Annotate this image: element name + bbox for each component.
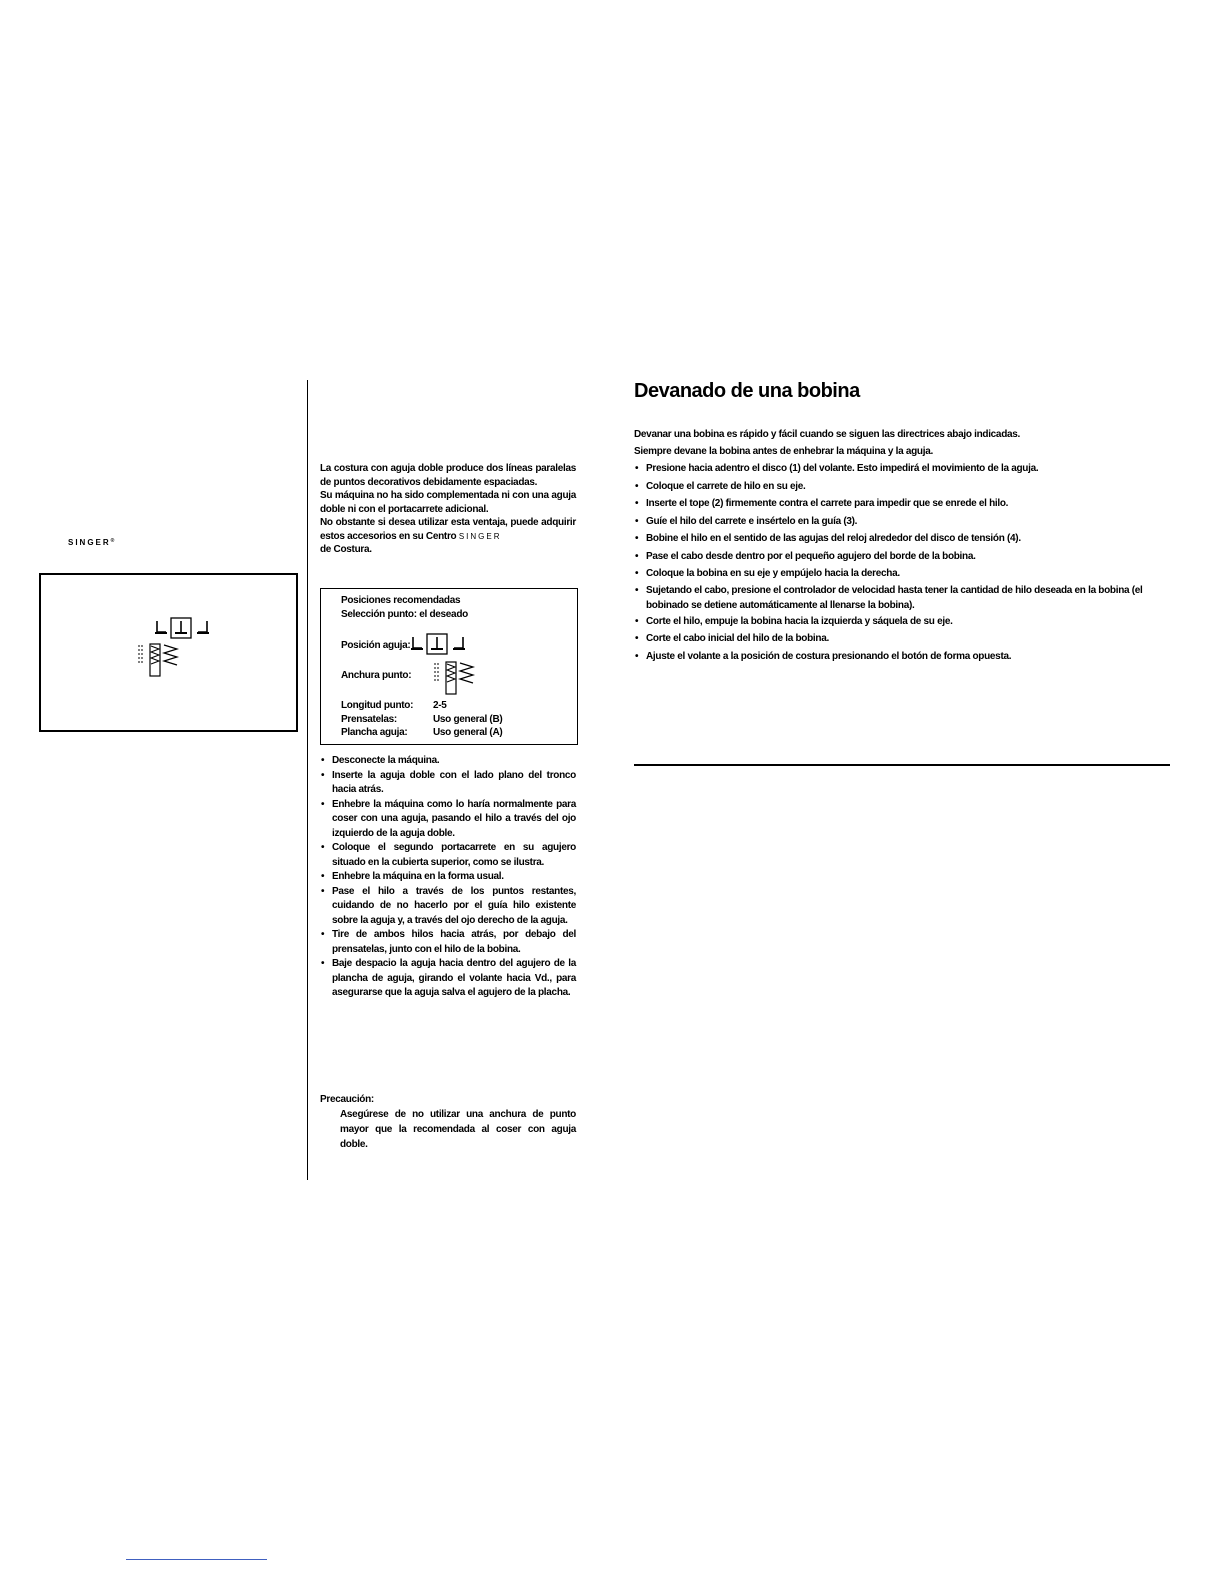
caution-text: Asegúrese de no utilizar una anchura de punto mayor que la recomendada al coser con aguja doble. [340,1108,576,1150]
needle-position-icon [407,633,469,655]
list-item: • Enhebre la máquina como lo haría normalmente para coser con una aguja, pasando el hilo a través del ojo izquierdo de la aguja doble. [320,798,576,842]
intro-paragraph: La costura con aguja doble produce dos líneas paralelas de puntos decorativos debidamente espaciadas. [320,463,576,488]
list-item: • Inserte la aguja doble con el lado plano del tronco hacia atrás. [320,769,576,798]
stitch-length-label: Longitud punto: [341,700,414,711]
list-item: • Baje despacio la aguja hacia dentro del agujero de la plancha de aguja, girando el volante hacia Vd., para asegurarse que la aguja salva el agujero de la placha. [320,957,576,1001]
stitch-width-icon [137,643,195,677]
needle-position-icon [151,617,213,639]
stitch-width-icon [433,661,491,695]
positions-title: Posiciones recomendadas [341,595,461,606]
intro-brand: SINGER [458,531,502,541]
list-item: • Coloque el carrete de hilo en su eje. [634,478,1174,496]
twin-needle-steps [320,754,576,1001]
footer-rule [126,1559,267,1560]
list-item: • Presione hacia adentro el disco (1) del volante. Esto impedirá el movimiento de la aguja. [634,460,1174,478]
caution-block [320,1093,576,1152]
bobbin-intro-line: Devanar una bobina es rápido y fácil cuando se siguen las directrices abajo indicadas. [634,429,1021,440]
column-divider [307,380,308,1180]
bobbin-intro [634,426,1174,460]
bobbin-steps [634,460,1174,665]
presser-foot-value: Uso general (B) [433,713,503,725]
list-item: • Coloque el segundo portacarrete en su agujero situado en la cubierta superior, como se ilustra. [320,841,576,870]
needle-plate-label: Plancha aguja: [341,727,408,738]
list-item: • Guíe el hilo del carrete e insértelo en la guía (3). [634,513,1174,531]
list-item: • Tire de ambos hilos hacia atrás, por debajo del prensatelas, junto con el hilo de la bobina. [320,928,576,957]
needle-position-label: Posición aguja: [341,640,411,651]
registered-mark: ® [110,538,115,544]
twin-needle-intro [320,462,576,557]
list-item: • Coloque la bobina en su eje y empújelo hacia la derecha. [634,565,1174,583]
stitch-length-value: 2-5 [433,700,447,711]
list-item: • Desconecte la máquina. [320,754,576,769]
list-item: • Pase el hilo a través de los puntos restantes, cuidando de no hacerlo por el guía hilo existente sobre la aguja y, a través del ojo derecho de la aguja. [320,885,576,929]
singer-logo-text: SINGER [68,538,111,547]
list-item: • Inserte el tope (2) firmemente contra el carrete para impedir que se enrede el hilo. [634,495,1174,513]
intro-text: No obstante si desea utilizar esta ventaja, puede adquirir estos accesorios en su Centro [320,517,576,542]
needle-plate-row [341,726,571,740]
section-rule [634,764,1170,766]
intro-paragraph: Su máquina no ha sido complementada ni con una aguja doble ni con el portacarrete adicional. [320,490,576,515]
list-item: • Ajuste el volante a la posición de costura presionando el botón de forma opuesta. [634,648,1174,666]
presser-foot-label: Prensatelas: [341,713,397,725]
list-item: • Corte el hilo, empuje la bobina hacia la izquierda y sáquela de su eje. [634,613,1174,631]
intro-paragraph-tail: de Costura. [320,544,372,555]
singer-logo [68,538,114,547]
caution-label: Precaución: [320,1094,374,1105]
bobbin-intro-line: Siempre devane la bobina antes de enhebrar la máquina y la aguja. [634,446,933,457]
stitch-length-row [341,699,571,713]
list-item: • Corte el cabo inicial del hilo de la bobina. [634,630,1174,648]
stitch-selection: Selección punto: el deseado [341,608,468,620]
list-item: • Enhebre la máquina en la forma usual. [320,870,576,885]
intro-paragraph [320,516,576,543]
list-item: • Pase el cabo desde dentro por el pequeño agujero del borde de la bobina. [634,548,1174,566]
stitch-width-label: Anchura punto: [341,670,412,681]
list-item: • Bobine el hilo en el sentido de las agujas del reloj alrededor del disco de tensión (4). [634,530,1174,548]
list-item: • Sujetando el cabo, presione el controlador de velocidad hasta tener la cantidad de hilo deseada en la bobina (el bobinado se detiene automáticamente al llenarse la bobina). [634,583,1174,613]
page-title: Devanado de una bobina [634,380,860,402]
presser-foot-row [341,713,571,727]
needle-plate-value: Uso general (A) [433,727,503,738]
illustration-box [39,573,298,732]
recommended-positions-box [320,588,578,745]
